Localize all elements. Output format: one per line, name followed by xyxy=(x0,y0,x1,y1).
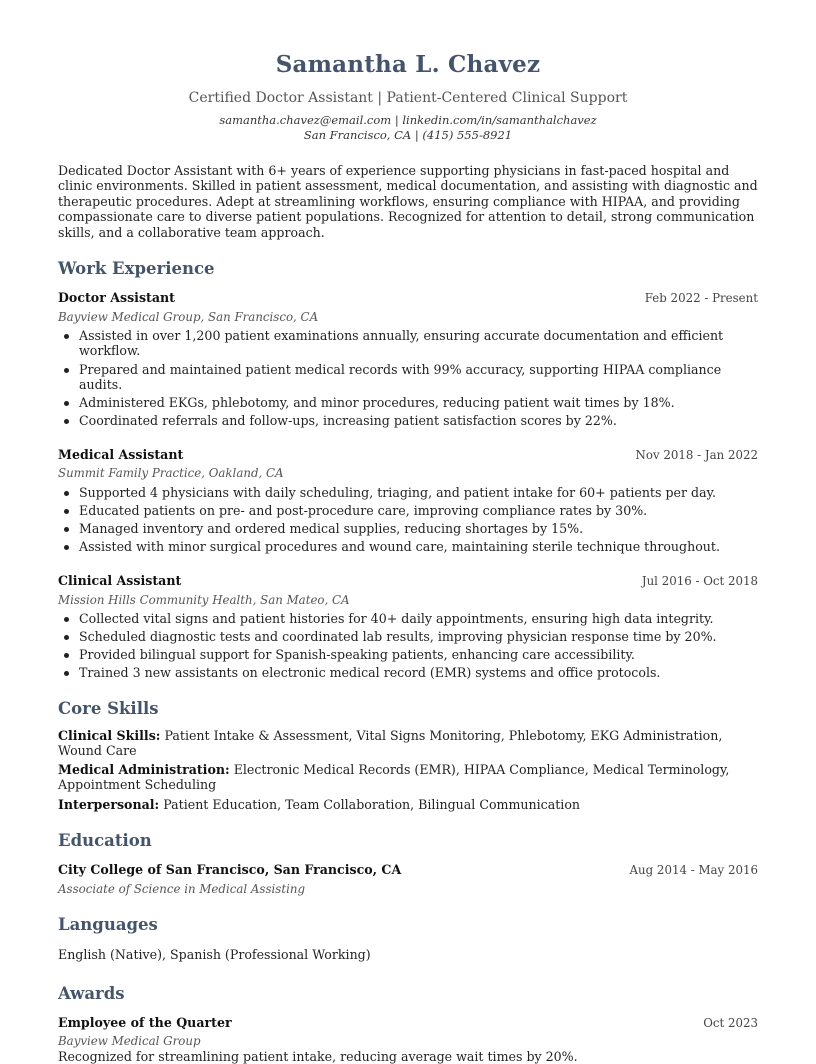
list-item: Supported 4 physicians with daily scheduling, triaging, and patient intake for 60+ patients per day. xyxy=(58,485,729,500)
section-title-work-experience: Work Experience xyxy=(58,259,215,278)
job-dates: Jul 2016 - Oct 2018 xyxy=(641,574,758,588)
job-bullets xyxy=(58,328,758,431)
skill-group-text: Patient Education, Team Collaboration, Bilingual Communication xyxy=(163,797,581,812)
contact-line-location-phone: San Francisco, CA | (415) 555-8921 xyxy=(303,128,513,142)
job-role: Doctor Assistant xyxy=(58,290,176,305)
skill-group-label: Medical Administration: xyxy=(58,762,230,777)
languages-text: English (Native), Spanish (Professional Working) xyxy=(58,947,371,962)
award-date: Oct 2023 xyxy=(703,1016,758,1030)
list-item: Prepared and maintained patient medical records with 99% accuracy, supporting HIPAA compliance audits. xyxy=(58,362,729,393)
list-item: Assisted with minor surgical procedures and wound care, maintaining sterile technique throughout. xyxy=(58,539,729,554)
job-organization: Mission Hills Community Health, San Mateo, CA xyxy=(58,593,350,607)
section-title-awards: Awards xyxy=(58,984,125,1003)
skill-group-text: Electronic Medical Records (EMR), HIPAA Compliance, Medical Terminology, Appointment Scheduling xyxy=(58,762,730,793)
school-name: City College of San Francisco, San Francisco, CA xyxy=(58,862,402,877)
skill-group-label: Interpersonal: xyxy=(58,797,160,812)
candidate-name: Samantha L. Chavez xyxy=(275,51,541,78)
skill-group-text: Patient Intake & Assessment, Vital Signs Monitoring, Phlebotomy, EKG Administration, Wound Care xyxy=(58,728,723,759)
section-title-core-skills: Core Skills xyxy=(58,699,159,718)
headline: Certified Doctor Assistant | Patient-Centered Clinical Support xyxy=(188,90,628,106)
job-bullets xyxy=(58,611,758,683)
list-item: Managed inventory and ordered medical supplies, reducing shortages by 15%. xyxy=(58,521,729,536)
job-organization: Bayview Medical Group, San Francisco, CA xyxy=(58,310,319,324)
professional-summary: Dedicated Doctor Assistant with 6+ years of experience supporting physicians in fast-paced hospital and clinic environments. Skilled in patient assessment, medical documentation, and assisting with diagnostic and therapeutic procedures. Adept at streamlining workflows, ensuring compliance with HIPAA, and providing compassionate care to diverse patient populations. Recognized for attention to detail, strong communication skills, and a collaborative team approach. xyxy=(58,163,758,240)
job-bullets xyxy=(58,485,758,557)
list-item: Coordinated referrals and follow-ups, increasing patient satisfaction scores by 22%. xyxy=(58,413,729,428)
resume-page xyxy=(58,0,758,1064)
section-title-education: Education xyxy=(58,831,152,850)
list-item: Scheduled diagnostic tests and coordinated lab results, improving physician response time by 20%. xyxy=(58,629,729,644)
list-item: Provided bilingual support for Spanish-speaking patients, enhancing care accessibility. xyxy=(58,647,729,662)
skill-group-medical-administration xyxy=(58,762,763,793)
list-item: Administered EKGs, phlebotomy, and minor procedures, reducing patient wait times by 18%. xyxy=(58,395,729,410)
contact-line-email-linkedin: samantha.chavez@email.com | linkedin.com/in/samanthalchavez xyxy=(219,113,597,127)
job-dates: Nov 2018 - Jan 2022 xyxy=(635,448,758,462)
skill-group-interpersonal xyxy=(58,797,763,812)
list-item: Collected vital signs and patient histories for 40+ daily appointments, ensuring high data integrity. xyxy=(58,611,729,626)
job-header xyxy=(58,290,758,308)
award-organization: Bayview Medical Group xyxy=(58,1034,201,1048)
education-dates: Aug 2014 - May 2016 xyxy=(629,863,758,877)
job-organization: Summit Family Practice, Oakland, CA xyxy=(58,466,284,480)
skill-group-clinical xyxy=(58,728,763,759)
list-item: Trained 3 new assistants on electronic medical record (EMR) systems and office protocols. xyxy=(58,665,729,680)
job-dates: Feb 2022 - Present xyxy=(644,291,758,305)
degree: Associate of Science in Medical Assisting xyxy=(58,882,305,896)
section-title-languages: Languages xyxy=(58,915,158,934)
job-header xyxy=(58,447,758,465)
award-header xyxy=(58,1015,758,1033)
list-item: Assisted in over 1,200 patient examinations annually, ensuring accurate documentation and efficient workflow. xyxy=(58,328,729,359)
skill-group-label: Clinical Skills: xyxy=(58,728,161,743)
job-header xyxy=(58,573,758,591)
award-name: Employee of the Quarter xyxy=(58,1015,232,1030)
education-header xyxy=(58,862,758,880)
award-description: Recognized for streamlining patient intake, reducing average wait times by 20%. xyxy=(58,1049,578,1064)
list-item: Educated patients on pre- and post-procedure care, improving compliance rates by 30%. xyxy=(58,503,729,518)
job-role: Clinical Assistant xyxy=(58,573,182,588)
job-role: Medical Assistant xyxy=(58,447,184,462)
